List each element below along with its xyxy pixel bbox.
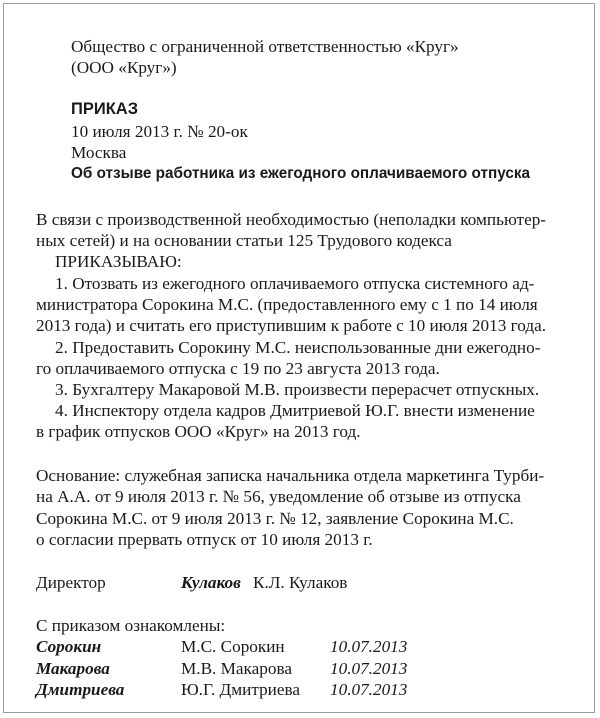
order-subject: Об отзыве работника из ежегодного оплачиваемого отпуска — [71, 165, 531, 182]
command-word: ПРИКАЗЫВАЮ: — [55, 252, 182, 271]
director-signature: Кулаков — [181, 573, 241, 592]
acquainted-name: М.С. Сорокин — [181, 637, 285, 656]
intro-line: В связи с производственной необходимостью (неполадки компьютер- — [36, 210, 547, 229]
order-item-line: 2. Предоставить Сорокину М.С. неиспользованные дни ежегодно- — [55, 338, 541, 357]
acquainted-heading: С приказом ознакомлены: — [36, 616, 226, 635]
basis-line: о согласии прервать отпуск от 10 июля 2013 г. — [36, 530, 373, 549]
acquainted-date: 10.07.2013 — [330, 637, 408, 656]
order-item-line: министратора Сорокина М.С. (предоставленного ему с 1 по 14 июля — [36, 295, 538, 314]
acquainted-signature: Сорокин — [36, 637, 102, 656]
acquainted-name: М.В. Макарова — [181, 659, 292, 678]
org-short-name: (ООО «Круг») — [71, 58, 177, 77]
director-position: Директор — [36, 573, 106, 592]
basis-line: на А.А. от 9 июля 2013 г. № 56, уведомление об отзыве из отпуска — [36, 487, 521, 506]
acquainted-date: 10.07.2013 — [330, 659, 408, 678]
basis-line: Основание: служебная записка начальника отдела маркетинга Турби- — [36, 466, 545, 485]
org-name: Общество с ограниченной ответственностью «Круг» — [71, 37, 459, 56]
director-name: К.Л. Кулаков — [253, 573, 348, 592]
order-title: ПРИКАЗ — [71, 100, 139, 118]
acquainted-date: 10.07.2013 — [330, 680, 408, 699]
order-item-line: в график отпусков ООО «Круг» на 2013 год. — [36, 422, 361, 441]
acquainted-signature: Макарова — [36, 659, 110, 678]
order-item-line: 4. Инспектору отдела кадров Дмитриевой Ю.Г. внести изменение — [55, 401, 535, 420]
acquainted-signature: Дмитриева — [36, 680, 125, 699]
order-date-number: 10 июля 2013 г. № 20-ок — [71, 122, 248, 141]
order-item-line: 2013 года) и считать его приступившим к работе с 10 июля 2013 года. — [36, 316, 546, 335]
basis-line: Сорокина М.С. от 9 июля 2013 г. № 12, заявление Сорокина М.С. — [36, 509, 514, 528]
order-item-line: 1. Отозвать из ежегодного оплачиваемого отпуска системного ад- — [55, 274, 535, 293]
order-city: Москва — [71, 143, 127, 162]
document-page — [3, 3, 595, 713]
intro-line: ных сетей) и на основании статьи 125 Трудового кодекса — [36, 231, 452, 250]
order-item-line: го оплачиваемого отпуска с 19 по 23 августа 2013 года. — [36, 359, 440, 378]
acquainted-name: Ю.Г. Дмитриева — [181, 680, 301, 699]
order-item-line: 3. Бухгалтеру Макаровой М.В. произвести перерасчет отпускных. — [55, 380, 540, 399]
